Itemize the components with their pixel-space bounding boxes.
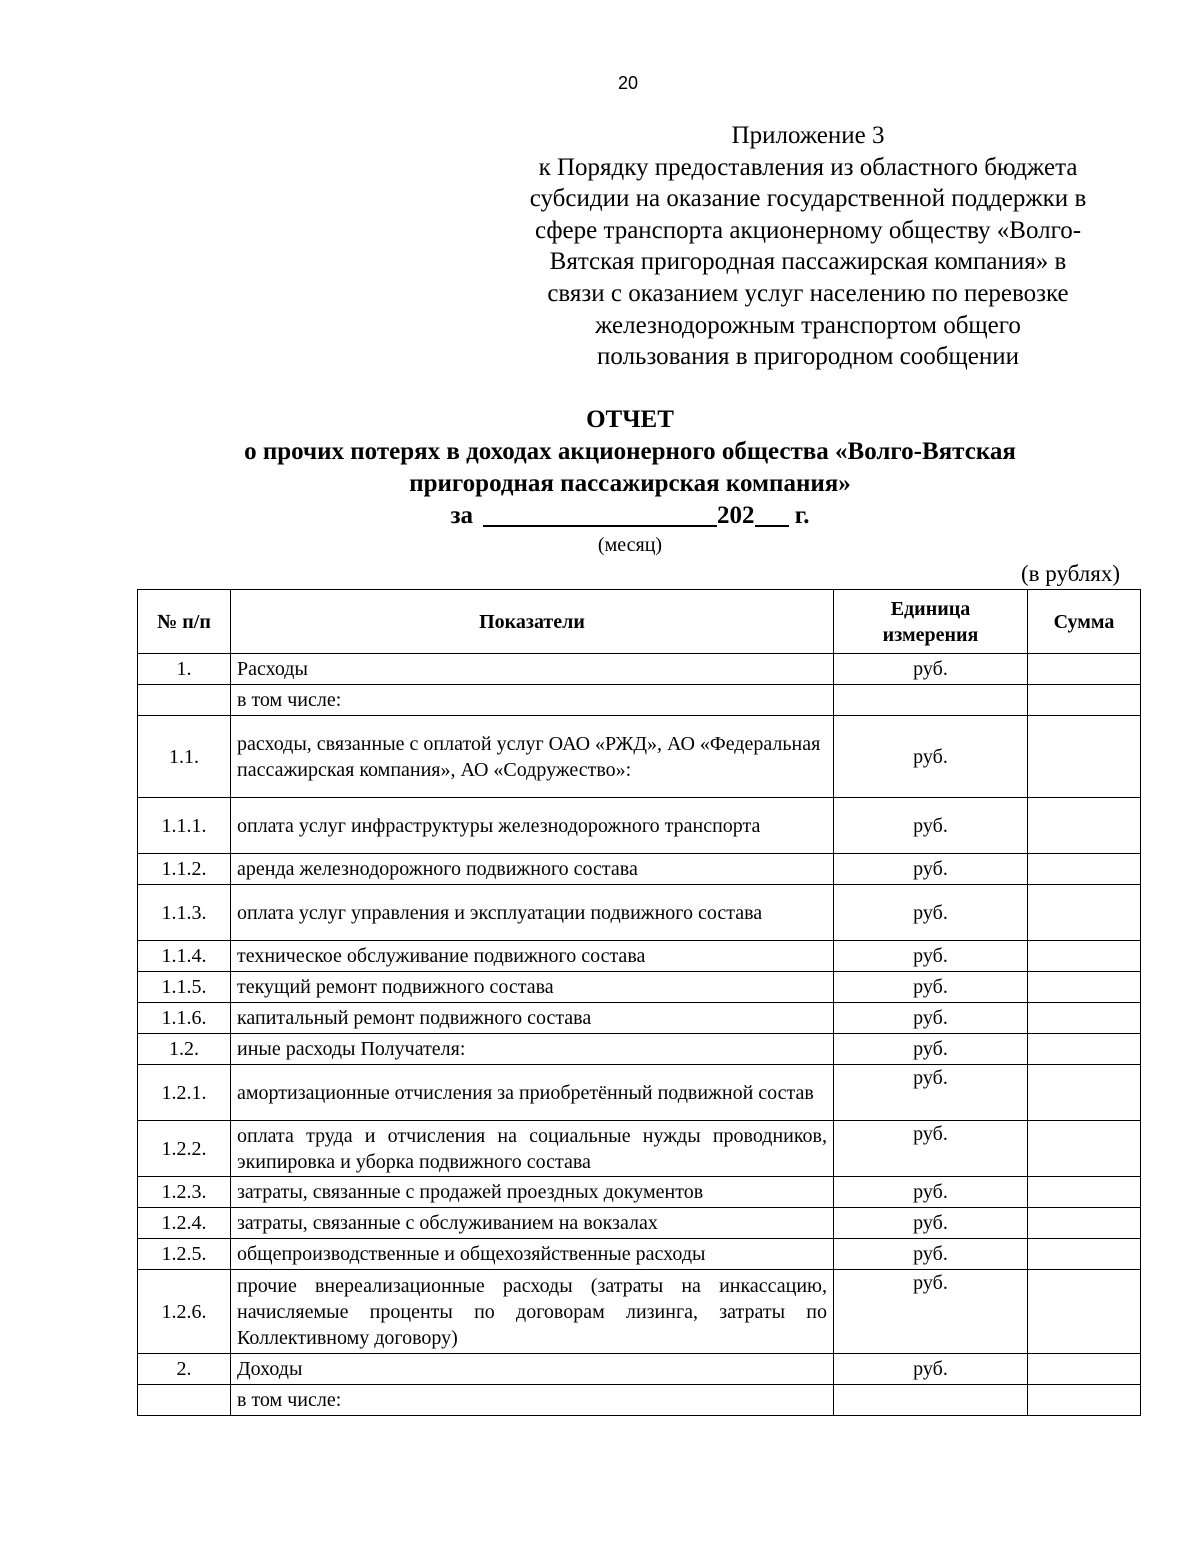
row-name: оплата услуг управления и эксплуатации подвижного состава	[231, 885, 834, 941]
header-unit	[834, 590, 1028, 654]
month-label: (месяц)	[597, 534, 663, 556]
row-sum-cell[interactable]	[1028, 685, 1141, 716]
table-row	[138, 1270, 1141, 1354]
row-sum-cell[interactable]	[1028, 1208, 1141, 1239]
row-unit: руб.	[834, 854, 1028, 885]
row-sum-cell[interactable]	[1028, 716, 1141, 798]
table-row	[138, 1385, 1141, 1416]
table-row	[138, 716, 1141, 798]
table-header-row	[138, 590, 1141, 654]
row-num: 1.2.2.	[138, 1121, 231, 1177]
row-num: 1.2.4.	[138, 1208, 231, 1239]
report-title	[130, 404, 1130, 532]
row-num: 1.2.	[138, 1034, 231, 1065]
row-sum-cell[interactable]	[1028, 1239, 1141, 1270]
table-row	[138, 1354, 1141, 1385]
row-unit: руб.	[834, 1270, 1028, 1354]
row-sum-cell[interactable]	[1028, 1034, 1141, 1065]
row-unit: руб.	[834, 1208, 1028, 1239]
page-number: 20	[617, 73, 639, 93]
row-num: 1.1.	[138, 716, 231, 798]
table-row	[138, 1121, 1141, 1177]
row-unit: руб.	[834, 1121, 1028, 1177]
row-name: оплата труда и отчисления на социальные нужды проводников, экипировка и уборка подвижного состава	[231, 1121, 834, 1177]
row-name: прочие внереализационные расходы (затраты на инкассацию, начисляемые проценты по договорам лизинга, затраты по Коллективному договору)	[231, 1270, 834, 1354]
table-row	[138, 1003, 1141, 1034]
row-unit: руб.	[834, 941, 1028, 972]
row-num	[138, 1385, 231, 1416]
appendix-block	[490, 120, 1126, 373]
row-name: техническое обслуживание подвижного состава	[231, 941, 834, 972]
row-sum-cell[interactable]	[1028, 1177, 1141, 1208]
row-unit: руб.	[834, 654, 1028, 685]
table-row	[138, 685, 1141, 716]
report-heading: ОТЧЕТ	[586, 406, 674, 433]
row-name: общепроизводственные и общехозяйственные расходы	[231, 1239, 834, 1270]
row-name: затраты, связанные с продажей проездных документов	[231, 1177, 834, 1208]
table-row	[138, 941, 1141, 972]
row-unit	[834, 685, 1028, 716]
table-row	[138, 798, 1141, 854]
appendix-line: субсидии на оказание государственной поддержки в	[529, 185, 1087, 213]
table-row	[138, 972, 1141, 1003]
row-num: 2.	[138, 1354, 231, 1385]
header-num: № п/п	[138, 590, 231, 654]
row-sum-cell[interactable]	[1028, 654, 1141, 685]
row-sum-cell[interactable]	[1028, 798, 1141, 854]
row-name: амортизационные отчисления за приобретённый подвижной состав	[231, 1065, 834, 1121]
row-unit: руб.	[834, 1354, 1028, 1385]
table-row	[138, 1034, 1141, 1065]
appendix-line: к Порядку предоставления из областного бюджета	[538, 153, 1078, 181]
row-num: 1.2.1.	[138, 1065, 231, 1121]
report-subtitle-line1: о прочих потерях в доходах акционерного общества «Волго-Вятская	[244, 438, 1016, 465]
row-name: оплата услуг инфраструктуры железнодорожного транспорта	[231, 798, 834, 854]
period-suffix: г.	[794, 502, 810, 529]
units-note: (в рублях)	[1020, 561, 1120, 586]
row-name: в том числе:	[231, 1385, 834, 1416]
header-unit-line2: измерения	[882, 623, 979, 646]
row-unit: руб.	[834, 716, 1028, 798]
report-period	[130, 500, 1130, 532]
table-row	[138, 1239, 1141, 1270]
appendix-line: железнодорожным транспортом общего	[595, 311, 1021, 339]
table-row	[138, 1208, 1141, 1239]
row-sum-cell[interactable]	[1028, 941, 1141, 972]
row-num: 1.2.5.	[138, 1239, 231, 1270]
row-sum-cell[interactable]	[1028, 1385, 1141, 1416]
header-unit-line1: Единица	[890, 597, 971, 620]
row-num	[138, 685, 231, 716]
row-unit: руб.	[834, 1034, 1028, 1065]
header-sum: Сумма	[1028, 590, 1141, 654]
appendix-line: сфере транспорта акционерному обществу «Волго-	[534, 216, 1082, 244]
row-name: иные расходы Получателя:	[231, 1034, 834, 1065]
row-sum-cell[interactable]	[1028, 972, 1141, 1003]
appendix-line: пользования в пригородном сообщении	[597, 343, 1019, 371]
row-sum-cell[interactable]	[1028, 1270, 1141, 1354]
header-name: Показатели	[231, 590, 834, 654]
appendix-line: Приложение 3	[731, 122, 885, 149]
row-unit: руб.	[834, 1003, 1028, 1034]
row-sum-cell[interactable]	[1028, 1121, 1141, 1177]
row-unit: руб.	[834, 1239, 1028, 1270]
table-row	[138, 1065, 1141, 1121]
row-sum-cell[interactable]	[1028, 1003, 1141, 1034]
row-sum-cell[interactable]	[1028, 1065, 1141, 1121]
report-subtitle-line2: пригородная пассажирская компания»	[409, 470, 851, 497]
row-num: 1.1.4.	[138, 941, 231, 972]
row-unit: руб.	[834, 972, 1028, 1003]
year-blank[interactable]	[755, 501, 789, 527]
row-name: текущий ремонт подвижного состава	[231, 972, 834, 1003]
period-year: 202	[717, 502, 755, 529]
row-sum-cell[interactable]	[1028, 885, 1141, 941]
row-sum-cell[interactable]	[1028, 854, 1141, 885]
row-num: 1.1.2.	[138, 854, 231, 885]
appendix-line: связи с оказанием услуг населению по перевозке	[547, 279, 1069, 307]
table-row	[138, 654, 1141, 685]
period-prefix: за	[450, 502, 473, 529]
row-name: капитальный ремонт подвижного состава	[231, 1003, 834, 1034]
row-sum-cell[interactable]	[1028, 1354, 1141, 1385]
row-unit	[834, 1385, 1028, 1416]
row-name: Доходы	[231, 1354, 834, 1385]
row-unit: руб.	[834, 1065, 1028, 1121]
row-name: аренда железнодорожного подвижного состава	[231, 854, 834, 885]
row-unit: руб.	[834, 885, 1028, 941]
table-row	[138, 854, 1141, 885]
row-unit: руб.	[834, 1177, 1028, 1208]
row-num: 1.2.6.	[138, 1270, 231, 1354]
table-row	[138, 885, 1141, 941]
appendix-line: Вятская пригородная пассажирская компания» в	[549, 248, 1067, 276]
row-num: 1.2.3.	[138, 1177, 231, 1208]
row-name: в том числе:	[231, 685, 834, 716]
row-num: 1.1.6.	[138, 1003, 231, 1034]
row-num: 1.	[138, 654, 231, 685]
row-num: 1.1.3.	[138, 885, 231, 941]
row-name: расходы, связанные с оплатой услуг ОАО «РЖД», АО «Федеральная пассажирская компания», АО «Содружество»:	[231, 716, 834, 798]
report-table	[137, 589, 1141, 1416]
row-num: 1.1.5.	[138, 972, 231, 1003]
table-row	[138, 1177, 1141, 1208]
month-blank[interactable]	[483, 501, 717, 527]
row-unit: руб.	[834, 798, 1028, 854]
row-name: затраты, связанные с обслуживанием на вокзалах	[231, 1208, 834, 1239]
row-name: Расходы	[231, 654, 834, 685]
row-num: 1.1.1.	[138, 798, 231, 854]
